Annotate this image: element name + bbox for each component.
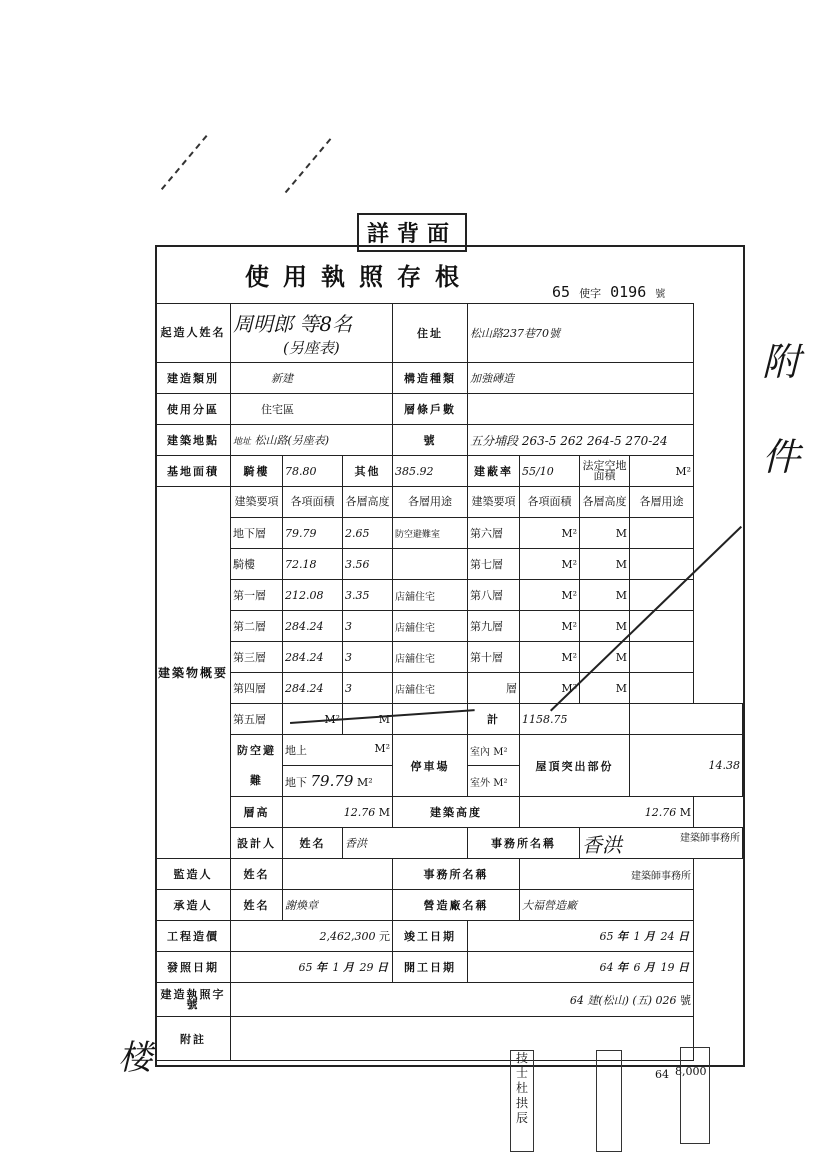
start-label: 開工日期 [393,952,468,983]
day-label: 日 [678,930,692,943]
floor-height: 2.65 [343,518,393,549]
month-label: 月 [343,961,357,974]
arcade-area: 78.80 [283,456,343,487]
permit-form-table [155,303,743,1061]
site-text: 松山路(另座表) [254,434,330,447]
builder-name: 周明郎 等8名 [233,312,353,336]
category-label: 建造類別 [156,363,231,394]
base-area-label: 基地面積 [156,456,231,487]
builder-note: (另座表) [283,339,340,357]
parking-outdoor [468,766,520,797]
upper-floor-name: 第八層 [468,580,520,611]
cost-label: 工程造價 [156,921,231,952]
start-day: 19 [660,961,675,974]
floor-area: 284.24 [283,673,343,704]
site-value [231,425,393,456]
floor-name: 第五層 [231,704,283,735]
floor-name: 第四層 [231,673,283,704]
supervisor-office-cell [520,859,694,890]
contractor-label: 承造人 [156,890,231,921]
builder-name-cell [231,304,393,363]
stamp-amount: 8,000 [675,1065,707,1078]
lot-no-2: 264-5 270-24 [586,433,668,448]
upper-floor-height-unit: M [580,580,630,611]
floor-height: 3.56 [343,549,393,580]
cost-unit: 元 [379,930,391,943]
floor-height-total [283,797,393,828]
address-value: 松山路237巷70號 [468,304,694,363]
floor-use: 防空避難室 [393,518,468,549]
contractor-firm-label: 營造廠名稱 [393,890,520,921]
permit-year: 64 [569,993,584,1007]
month-label: 月 [644,930,658,943]
margin-scribble [161,135,261,235]
upper-floor-height-unit: M [580,611,630,642]
upper-floor-area-unit: M² [520,642,580,673]
floor-area: 284.24 [283,642,343,673]
parking-indoor-unit: M² [493,746,508,758]
structure-value: 加強磚造 [468,363,694,394]
floor-area: 284.24 [283,611,343,642]
total-area: 1158.75 [520,704,630,735]
site-sub-label: 地址 [233,437,252,447]
upper-floor-name: 第九層 [468,611,520,642]
col-height-header: 各層高度 [343,487,393,518]
issue-date [231,952,393,983]
col-area-header-2: 各項面積 [520,487,580,518]
designer-office-cell [580,828,743,859]
lot-no-value [468,425,694,456]
shelter-ground [283,735,393,766]
supervisor-office-label: 事務所名稱 [393,859,520,890]
detail-back-tag: 詳背面 [357,213,467,252]
parking-indoor-label: 室內 [470,746,491,758]
structure-label: 構造種類 [393,363,468,394]
supervisor-name-label: 姓名 [231,859,283,890]
upper-floor-height-unit: M [580,518,630,549]
zone-value: 住宅區 [231,394,393,425]
col-item-header: 建築要項 [231,487,283,518]
completion-month: 1 [633,930,641,943]
contractor-name: 謝煥章 [283,890,393,921]
start-year: 64 [599,961,614,974]
issue-month: 1 [332,961,340,974]
parking-outdoor-unit: M² [493,777,508,789]
designer-office-value: 香洪 [582,832,623,857]
floor-name: 第三層 [231,642,283,673]
floor-height-unit: M [378,805,391,819]
year-label: 年 [617,961,631,974]
upper-floor-use [630,673,694,704]
form-title: 使用執照存根 [245,262,473,291]
shelter-label: 防空避難 [231,735,283,797]
permit-no-cell [231,983,694,1017]
designer-name: 香洪 [343,828,468,859]
upper-floor-height-unit: M [580,549,630,580]
permit-no: 026 [655,993,677,1007]
col-item-header-2: 建築要項 [468,487,520,518]
upper-floor-area-unit: M² [520,580,580,611]
floor-area: 212.08 [283,580,343,611]
col-area-header: 各項面積 [283,487,343,518]
height-label: 層高 [231,797,283,828]
open-area-unit: M² [630,456,694,487]
bldg-height-value: 12.76 [644,805,677,819]
parking-indoor [468,735,520,766]
tech-stamp: 技士杜拱辰 [510,1050,534,1152]
lot-no-label: 號 [393,425,468,456]
col-height-header-2: 各層高度 [580,487,630,518]
upper-floor-area-unit: M² [520,611,580,642]
permit-char: 建(松山) [587,993,629,1007]
floor-area: 79.79 [283,518,343,549]
floors-units-value [468,394,694,425]
supervisor-office-suffix: 建築師事務所 [631,870,692,882]
shelter-ground-unit: M² [374,742,391,755]
completion-year: 65 [599,930,614,943]
floor-name: 第二層 [231,611,283,642]
shelter-underground-unit: M² [356,776,373,789]
other-label: 其他 [343,456,393,487]
upper-floor-area-unit: M² [520,518,580,549]
supervisor-name [283,859,393,890]
upper-floor-height-unit: M [580,642,630,673]
year-label: 年 [316,961,330,974]
start-date [468,952,694,983]
address-label: 住址 [393,304,468,363]
permit-no-label: 建造執照字號 [156,983,231,1017]
upper-floor-use [630,580,694,611]
upper-floor-area-unit: M² [520,549,580,580]
serial-number: 65 使字 0196 號 [552,283,666,301]
cost-cell [231,921,393,952]
cost-value: 2,462,300 [319,930,376,943]
parking-label: 停車場 [393,735,468,797]
designer-office-suffix: 建築師事務所 [680,832,740,844]
seal-stamp [680,1047,710,1144]
issue-year: 65 [298,961,313,974]
upper-floor-name: 第七層 [468,549,520,580]
contractor-firm: 大福營造廠 [520,890,694,921]
stamp-number: 64 [655,1068,669,1081]
day-label: 日 [377,961,391,974]
upper-floor-name: 第六層 [468,518,520,549]
builder-label: 起造人姓名 [156,304,231,363]
year-label: 年 [617,930,631,943]
issue-label: 發照日期 [156,952,231,983]
margin-left-char: 楼 [118,1038,152,1078]
roof-part-label: 屋頂突出部份 [520,735,630,797]
zone-label: 使用分區 [156,394,231,425]
floor-use [393,549,468,580]
floor-use: 店舖住宅 [393,673,468,704]
floor-height: 3 [343,673,393,704]
completion-day: 24 [660,930,675,943]
notes-value [231,1017,694,1061]
arcade-label: 騎樓 [231,456,283,487]
bldg-height-cell [520,797,694,828]
floor-height: 3.35 [343,580,393,611]
bldg-height-unit: M [679,805,692,819]
margin-right-text: 附件 [762,340,801,479]
contractor-name-label: 姓名 [231,890,283,921]
total-blank [630,704,743,735]
floor-height-value: 12.76 [343,805,376,819]
other-area: 385.92 [393,456,468,487]
bldg-overview-label: 建築物概要 [156,487,231,859]
upper-floor-use [630,642,694,673]
designer-label: 設計人 [231,828,283,859]
floor-height: 3 [343,642,393,673]
upper-floor-use [630,549,694,580]
notes-label: 附註 [156,1017,231,1061]
permit-mid: (五) [632,993,653,1007]
floor-area: 72.18 [283,549,343,580]
completion-label: 竣工日期 [393,921,468,952]
designer-name-label: 姓名 [283,828,343,859]
issue-day: 29 [359,961,374,974]
floor-name: 騎樓 [231,549,283,580]
lot-no-1: 五分埔段 263-5 262 [470,433,584,448]
floor-use [393,704,468,735]
parking-outdoor-label: 室外 [470,777,491,789]
completion-date [468,921,694,952]
floor-use: 店舖住宅 [393,611,468,642]
floor-name: 地下層 [231,518,283,549]
approval-stamp [596,1050,622,1152]
floor-use: 店舖住宅 [393,642,468,673]
floor-use: 店舖住宅 [393,580,468,611]
col-use-header: 各層用途 [393,487,468,518]
floors-units-label: 層條戶數 [393,394,468,425]
shelter-ground-label: 地上 [285,744,307,757]
roof-area: 14.38 [630,735,743,797]
total-label: 計 [468,704,520,735]
coverage-value: 55/10 [520,456,580,487]
upper-floor-name: 層 [468,673,520,704]
site-label: 建築地點 [156,425,231,456]
upper-floor-use [630,518,694,549]
designer-office-label: 事務所名稱 [468,828,580,859]
shelter-underground-label: 地下 [285,776,307,789]
col-use-header-2: 各層用途 [630,487,694,518]
category-value: 新建 [231,363,393,394]
supervisor-label: 監造人 [156,859,231,890]
upper-floor-name: 第十層 [468,642,520,673]
shelter-underground-value: 79.79 [310,772,354,790]
floor-name: 第一層 [231,580,283,611]
shelter-underground [283,766,393,797]
upper-floor-area-unit: M² [520,673,580,704]
coverage-label: 建蔽率 [468,456,520,487]
day-label: 日 [678,961,692,974]
bldg-height-label: 建築高度 [393,797,520,828]
start-month: 6 [633,961,641,974]
upper-floor-height-unit: M [580,673,630,704]
month-label: 月 [644,961,658,974]
open-area-label: 法定空地面積 [580,456,630,487]
permit-suffix: 號 [680,993,692,1007]
floor-height: 3 [343,611,393,642]
floor-height-unit: M [343,704,393,735]
